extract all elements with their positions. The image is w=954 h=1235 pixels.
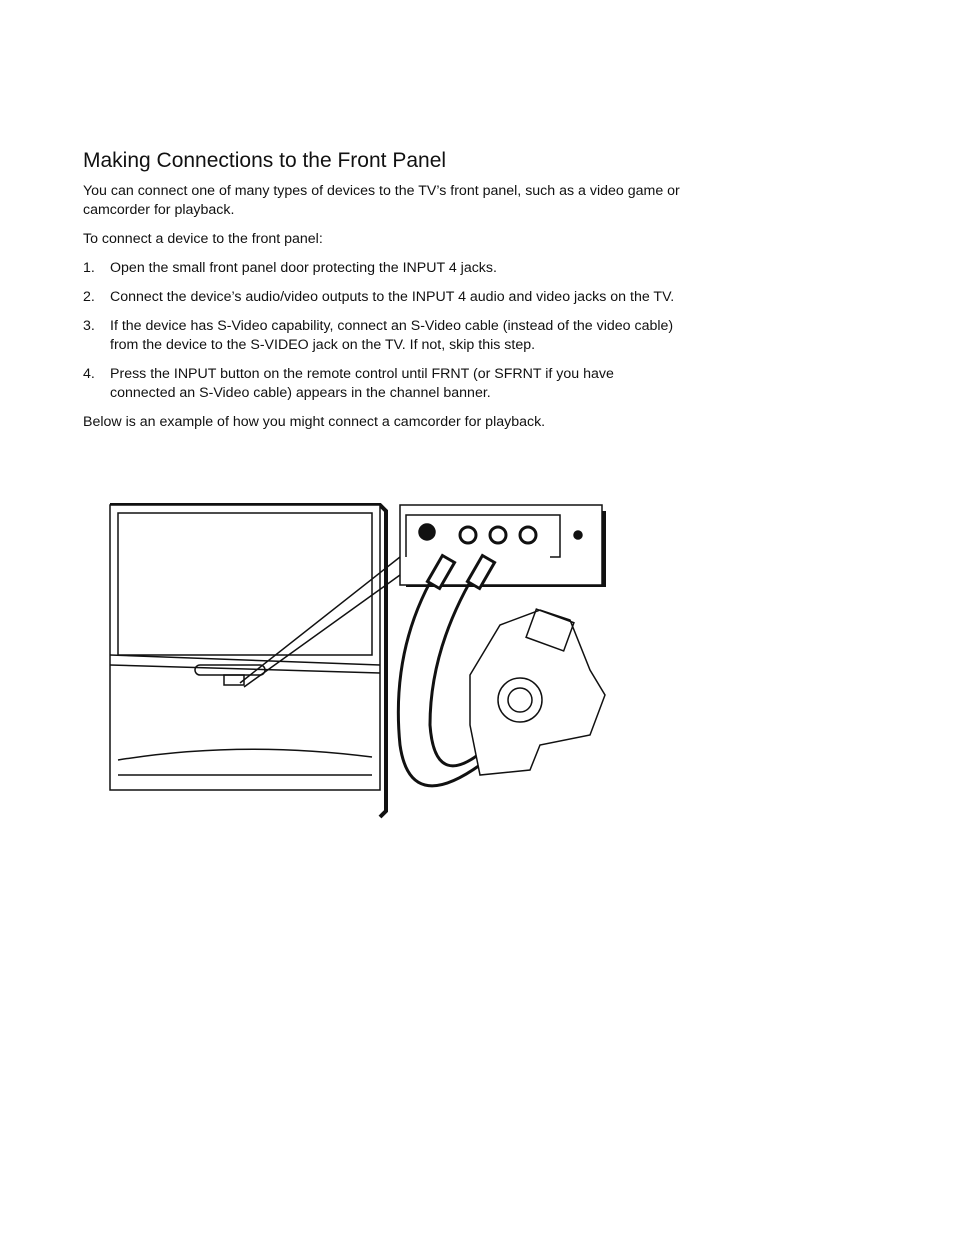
step-text: Connect the device’s audio/video outputs to the INPUT 4 audio and video jacks on the TV. bbox=[110, 289, 675, 305]
intro-paragraph: You can connect one of many types of devices to the TV’s front panel, such as a video game or camcorder for playback. bbox=[83, 183, 680, 218]
step-text: Open the small front panel door protecting the INPUT 4 jacks. bbox=[110, 260, 497, 276]
closing-paragraph: Below is an example of how you might connect a camcorder for playback. bbox=[83, 414, 546, 430]
step-item bbox=[83, 365, 683, 403]
step-number: 3. bbox=[83, 318, 95, 334]
step-number: 4. bbox=[83, 366, 95, 382]
step-text: Press the INPUT button on the remote control until FRNT (or SFRNT if you have connected an S-Video cable) appears in the channel banner. bbox=[110, 366, 614, 401]
step-item bbox=[83, 317, 683, 355]
steps-list bbox=[83, 259, 683, 403]
page-title: Making Connections to the Front Panel bbox=[83, 149, 447, 172]
tv-illustration bbox=[110, 505, 386, 817]
step-item bbox=[83, 288, 683, 307]
document-body bbox=[83, 148, 683, 442]
connection-illustration bbox=[100, 495, 620, 825]
step-number: 2. bbox=[83, 289, 95, 305]
step-item bbox=[83, 259, 683, 278]
step-text: If the device has S-Video capability, connect an S-Video cable (instead of the video cable) from the device to the S-VIDEO jack on the TV. If not, skip this step. bbox=[110, 318, 674, 353]
camcorder-illustration bbox=[470, 609, 605, 775]
lead-paragraph: To connect a device to the front panel: bbox=[83, 231, 323, 247]
step-number: 1. bbox=[83, 260, 95, 276]
